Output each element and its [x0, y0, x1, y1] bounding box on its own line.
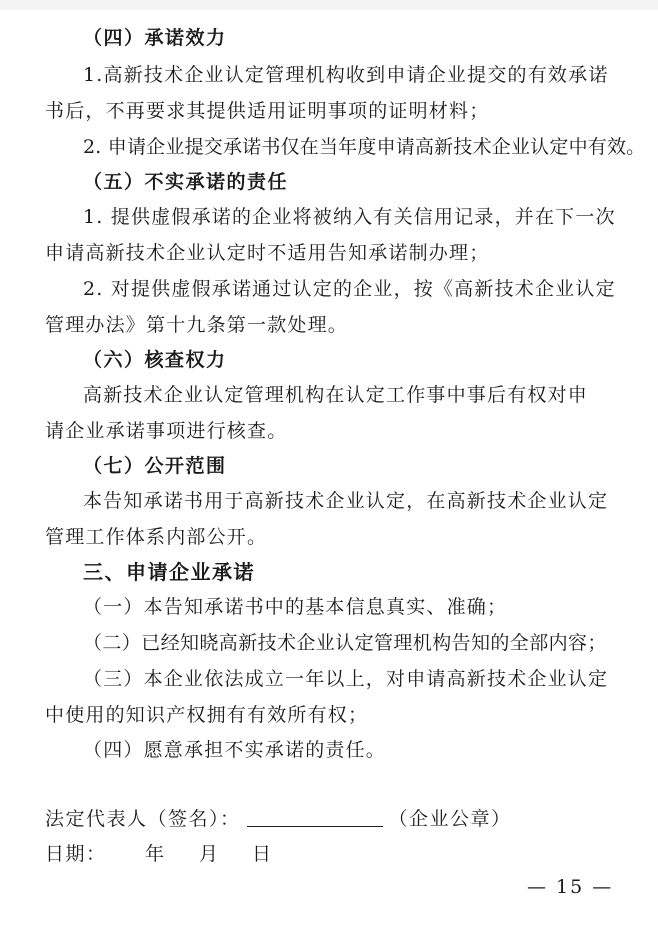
paragraph-line: 请企业承诺事项进行核查。	[45, 420, 288, 442]
date-label: 日期：	[45, 843, 107, 865]
company-seal-label: （企业公章）	[388, 808, 512, 830]
signature-blank-line[interactable]	[247, 808, 383, 827]
heading-disclosure-scope: （七）公开范围	[83, 455, 227, 477]
paragraph-line: 2. 申请企业提交承诺书仅在当年度申请高新技术企业认定中有效。	[83, 136, 646, 158]
commitment-item-continuation: 中使用的知识产权拥有有效所有权；	[45, 704, 369, 726]
heading-commitment-effect: （四）承诺效力	[83, 27, 227, 49]
date-day: 日	[252, 843, 272, 865]
heading-verification-power: （六）核查权力	[83, 349, 227, 371]
paragraph-line: 1. 提供虚假承诺的企业将被纳入有关信用记录，并在下一次	[83, 206, 616, 228]
commitment-item: （四）愿意承担不实承诺的责任。	[83, 739, 387, 761]
commitment-item: （一）本告知承诺书中的基本信息真实、准确；	[83, 596, 508, 618]
section-heading-applicant-commitment: 三、申请企业承诺	[83, 560, 255, 584]
paragraph-line: 2. 对提供虚假承诺通过认定的企业，按《高新技术企业认定	[83, 278, 616, 300]
heading-false-commitment-liability: （五）不实承诺的责任	[83, 171, 289, 193]
paragraph-line: 管理办法》第十九条第一款处理。	[45, 314, 349, 336]
signature-row	[45, 805, 512, 833]
paragraph-line: 本告知承诺书用于高新技术企业认定，在高新技术企业认定	[83, 490, 609, 512]
paragraph-line: 1.高新技术企业认定管理机构收到申请企业提交的有效承诺	[83, 64, 609, 86]
date-row	[45, 840, 107, 868]
commitment-item: （三）本企业依法成立一年以上，对申请高新技术企业认定	[83, 668, 609, 690]
date-year: 年	[145, 843, 165, 865]
paragraph-line: 申请高新技术企业认定时不适用告知承诺制办理；	[45, 242, 490, 264]
paragraph-line: 管理工作体系内部公开。	[45, 526, 268, 548]
page-number: — 15 —	[527, 876, 614, 898]
paragraph-line: 书后，不再要求其提供适用证明事项的证明材料；	[45, 100, 490, 122]
commitment-item: （二）已经知晓高新技术企业认定管理机构告知的全部内容；	[83, 632, 607, 654]
signature-label: 法定代表人（签名）：	[45, 808, 241, 830]
date-month: 月	[199, 843, 219, 865]
paragraph-line: 高新技术企业认定管理机构在认定工作事中事后有权对申	[83, 384, 589, 406]
